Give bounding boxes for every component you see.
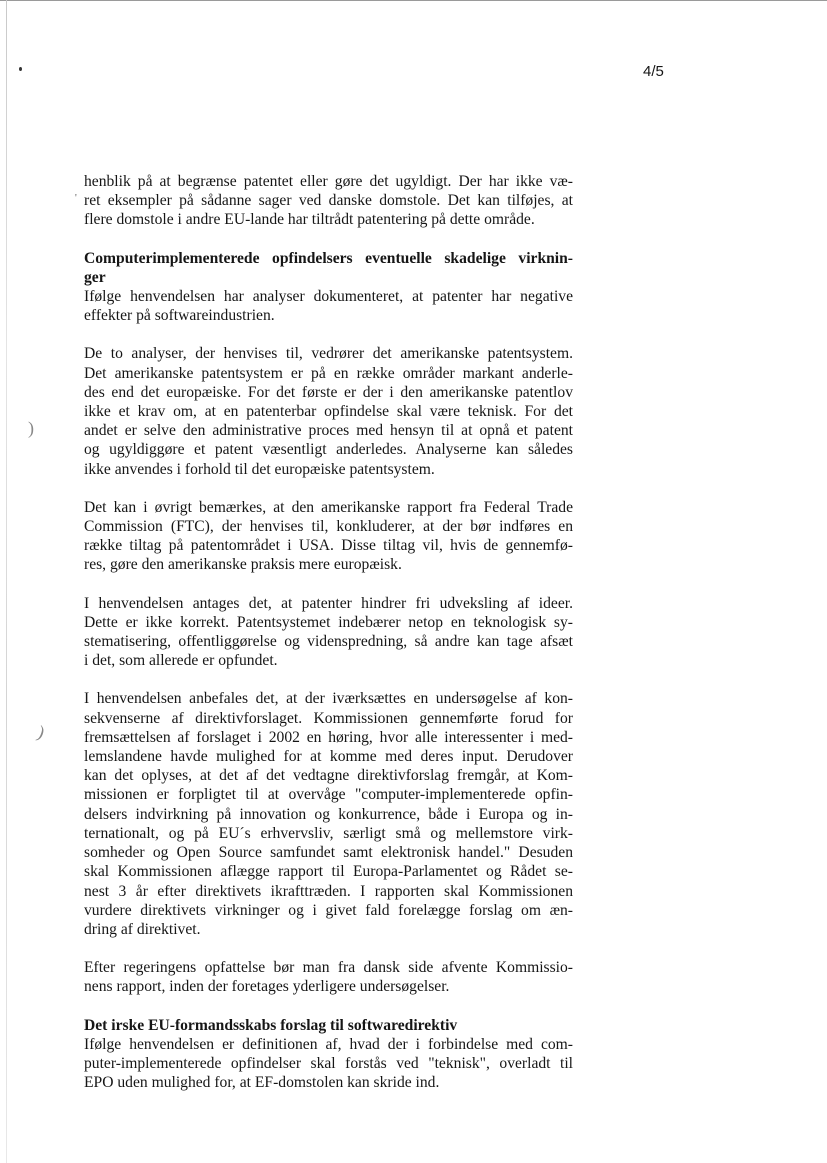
paragraph	[84, 1035, 573, 1093]
text-line: des end det europæiske. For det første er der i den amerikanske patentlov	[84, 383, 573, 401]
text-line: andet er selve den administrative proces med hensyn til at opnå et patent	[84, 422, 573, 440]
paragraph	[84, 594, 573, 671]
paragraph	[84, 498, 573, 575]
section-heading	[84, 249, 573, 287]
text-line: res, gøre den amerikanske praksis mere europæisk.	[84, 556, 402, 574]
text-line: puter-implementerede opfindelser skal forstås ved "teknisk", overladt til	[84, 1054, 573, 1072]
text-line: fremsættelsen af forslaget i 2002 en høring, hvor alle interessenter i med-	[84, 728, 573, 746]
text-line: kan det oplyses, at det af det vedtagne direktivforslag fremgår, at Kom-	[84, 767, 573, 785]
text-line: ternationalt, og på EU´s erhvervsliv, særligt små og mellemstore virk-	[84, 824, 573, 842]
text-line: nens rapport, inden der foretages yderligere undersøgelser.	[84, 978, 450, 996]
text-line: skal Kommissionen aflægge rapport til Europa-Parlamentet og Rådet se-	[84, 863, 573, 881]
paragraph-intro	[84, 172, 573, 230]
text-line: delsers indvirkning på innovation og konkurrence, både i Europa og in-	[84, 805, 573, 823]
text-line: Ifølge henvendelsen er definitionen af, hvad der i forbindelse med com-	[84, 1035, 573, 1053]
scan-left-edge	[6, 0, 7, 1163]
text-line: I henvendelsen antages det, at patenter hindrer fri udveksling af ideer.	[84, 594, 573, 612]
text-line: lemslandene havde mulighed for at komme med deres input. Derudover	[84, 748, 573, 766]
page-number: 4/5	[643, 63, 664, 80]
text-line: og ugyldiggøre et patent væsentligt anderledes. Analyserne kan således	[84, 441, 573, 459]
text-line: somheder og Open Source samfundet samt elektronisk handel." Desuden	[84, 844, 573, 862]
scan-speck	[19, 67, 22, 71]
text-line: Det kan i øvrigt bemærkes, at den amerikanske rapport fra Federal Trade	[84, 498, 573, 516]
scan-speck: '	[75, 193, 77, 204]
punch-hole-mark: )	[28, 418, 34, 438]
text-line: effekter på softwareindustrien.	[84, 307, 275, 325]
text-line: stematisering, offentliggørelse og videnspredning, så andre kan tage afsæt	[84, 633, 573, 651]
paragraph	[84, 287, 573, 325]
text-line: Det irske EU-formandsskabs forslag til softwaredirektiv	[84, 1016, 458, 1034]
text-line: ger	[84, 268, 106, 286]
text-line: i det, som allerede er opfundet.	[84, 652, 278, 670]
paragraph	[84, 958, 573, 996]
text-line: række tiltag på patentområdet i USA. Disse tiltag vil, hvis de gennemfø-	[84, 537, 573, 555]
text-line: henblik på at begrænse patentet eller gøre det ugyldigt. Der har ikke væ-	[84, 173, 573, 190]
text-line: missionen er forpligtet til at overvåge "computer-implementerede opfin-	[84, 786, 573, 804]
text-line: nest 3 år efter direktivets ikrafttræden. I rapporten skal Kommissionen	[84, 882, 573, 900]
document-body	[84, 172, 573, 1092]
text-line: Efter regeringens opfattelse bør man fra dansk side afvente Kommissio-	[84, 959, 573, 977]
text-line: vurdere direktivets virkninger og i givet fald forelægge forslag om æn-	[84, 901, 573, 919]
text-line: sekvenserne af direktivforslaget. Kommissionen gennemførte forud for	[84, 709, 573, 727]
text-line: ikke anvendes i forhold til det europæiske patentsystem.	[84, 460, 435, 478]
text-line: flere domstole i andre EU-lande har tiltrådt patentering på dette område.	[84, 211, 535, 229]
page-top-edge	[0, 0, 827, 1]
paragraph	[84, 344, 573, 478]
text-line: EPO uden mulighed for, at EF-domstolen kan skride ind.	[84, 1074, 440, 1092]
text-line: dring af direktivet.	[84, 920, 201, 938]
text-line: Ifølge henvendelsen har analyser dokumenteret, at patenter har negative	[84, 288, 573, 306]
text-line: Det amerikanske patentsystem er på en række områder markant anderle-	[84, 364, 573, 382]
paragraph	[84, 689, 573, 939]
text-line: De to analyser, der henvises til, vedrører det amerikanske patentsystem.	[84, 345, 573, 363]
text-line: ret eksempler på sådanne sager ved danske domstole. Det kan tilføjes, at	[84, 192, 573, 210]
section-heading	[84, 1016, 573, 1035]
text-line: Commission (FTC), der henvises til, konkluderer, at der bør indføres en	[84, 518, 573, 536]
text-line: ikke et krav om, at en patenterbar opfindelse skal være teknisk. For det	[84, 403, 573, 421]
punch-hole-mark: )	[34, 721, 48, 743]
text-line: I henvendelsen anbefales det, at der iværksættes en undersøgelse af kon-	[84, 690, 573, 708]
text-line: Dette er ikke korrekt. Patentsystemet indebærer netop en teknologisk sy-	[84, 613, 573, 631]
text-line: Computerimplementerede opfindelsers eventuelle skadelige virknin-	[84, 249, 573, 267]
